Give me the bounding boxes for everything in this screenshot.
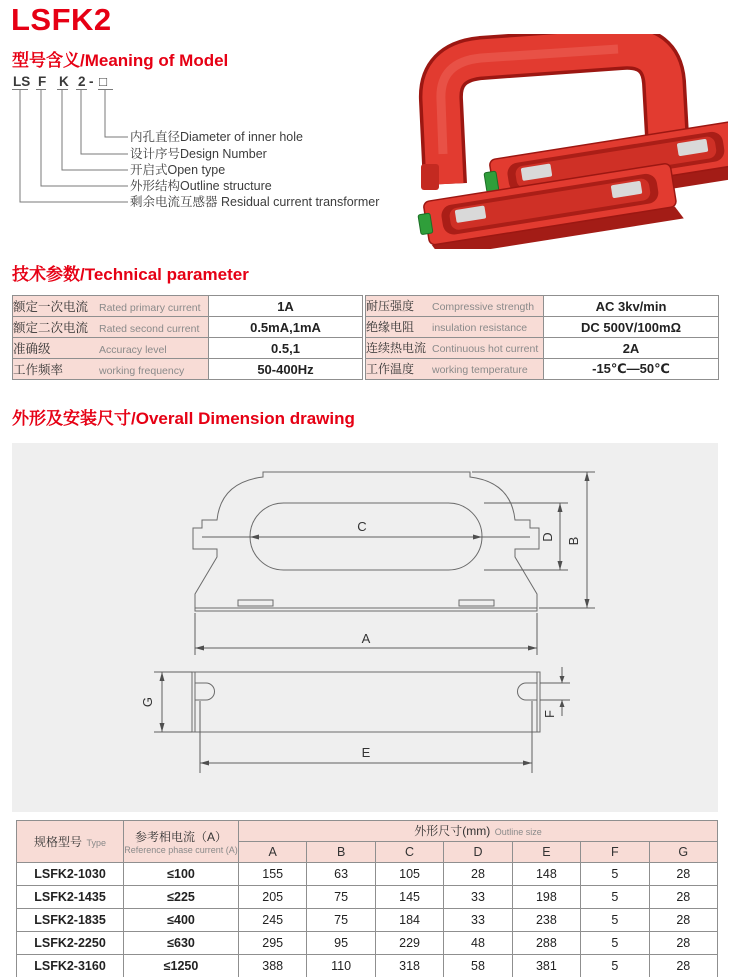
cell-dim: 58 bbox=[444, 955, 512, 977]
col-header-dim-g: G bbox=[649, 842, 717, 863]
cell-dim: 5 bbox=[581, 909, 649, 932]
param-label-en: Accuracy level bbox=[99, 343, 167, 356]
col-header-type-zh: 规格型号 bbox=[34, 834, 83, 849]
dim-label-f: F bbox=[542, 710, 557, 718]
model-meaning-residual-ct: 剩余电流互感器 Residual current transformer bbox=[130, 195, 380, 209]
section-heading-dimension-drawing: 外形及安装尺寸/Overall Dimension drawing bbox=[12, 409, 355, 428]
cell-dim: 75 bbox=[307, 886, 375, 909]
cell-type: LSFK2-1435 bbox=[17, 886, 124, 909]
param-label-zh: 耐压强度 bbox=[366, 299, 415, 313]
dim-label-d: D bbox=[540, 532, 555, 542]
cell-type: LSFK2-1030 bbox=[17, 863, 124, 886]
cell-dim: 110 bbox=[307, 955, 375, 977]
param-label-zh: 连续热电流 bbox=[366, 341, 427, 355]
cell-dim: 205 bbox=[239, 886, 307, 909]
cell-reference-current: ≤630 bbox=[124, 932, 239, 955]
param-label-en: Continuous hot current bbox=[432, 343, 539, 355]
model-code-part-ls: LS bbox=[13, 74, 31, 89]
cell-dim: 28 bbox=[649, 886, 717, 909]
param-label-zh: 额定一次电流 bbox=[13, 299, 89, 314]
cell-dim: 28 bbox=[649, 909, 717, 932]
cell-dim: 238 bbox=[512, 909, 580, 932]
model-code-part-f: F bbox=[38, 74, 47, 89]
cell-dim: 245 bbox=[239, 909, 307, 932]
table-row bbox=[17, 955, 718, 977]
cell-type: LSFK2-1835 bbox=[17, 909, 124, 932]
technical-parameter-table-left bbox=[12, 295, 363, 380]
product-photo bbox=[393, 34, 728, 249]
col-header-outline-zh: 外形尺寸(mm) bbox=[414, 824, 491, 838]
table-header-row bbox=[17, 821, 718, 842]
dim-label-c: C bbox=[357, 519, 367, 534]
cell-dim: 5 bbox=[581, 886, 649, 909]
front-view bbox=[193, 472, 595, 655]
model-meaning-diagram bbox=[12, 70, 432, 220]
col-header-type bbox=[17, 821, 124, 863]
cell-dim: 75 bbox=[307, 909, 375, 932]
param-value: 50-400Hz bbox=[209, 359, 363, 380]
dim-label-e: E bbox=[361, 745, 371, 760]
param-value: 0.5,1 bbox=[209, 338, 363, 359]
col-header-ref-zh: 参考相电流（A） bbox=[134, 830, 227, 844]
code-underline bbox=[98, 89, 113, 90]
side-view bbox=[140, 667, 570, 773]
dimension-drawing-panel bbox=[12, 443, 718, 812]
table-row bbox=[366, 296, 719, 317]
cell-dim: 28 bbox=[649, 932, 717, 955]
model-code-part-dash: - bbox=[89, 74, 94, 89]
table-row bbox=[17, 886, 718, 909]
cell-dim: 295 bbox=[239, 932, 307, 955]
cell-dim: 33 bbox=[444, 886, 512, 909]
dimension-drawings bbox=[12, 443, 718, 812]
table-row bbox=[13, 317, 363, 338]
table-row bbox=[13, 338, 363, 359]
param-label-en: working frequency bbox=[99, 364, 185, 377]
model-code-part-2: 2 bbox=[78, 74, 86, 89]
col-header-outline-en: Outline size bbox=[494, 827, 542, 837]
table-row bbox=[366, 317, 719, 338]
cell-dim: 388 bbox=[239, 955, 307, 977]
col-header-ref-en: Reference phase current (A) bbox=[124, 845, 238, 855]
cell-dim: 318 bbox=[375, 955, 443, 977]
cell-dim: 63 bbox=[307, 863, 375, 886]
param-value: -15℃—50℃ bbox=[544, 359, 719, 380]
model-meaning-design-number: 设计序号Design Number bbox=[130, 147, 267, 161]
col-header-reference-current bbox=[124, 821, 239, 863]
code-underline bbox=[57, 89, 68, 90]
cell-dim: 5 bbox=[581, 955, 649, 977]
dim-label-b: B bbox=[566, 536, 581, 546]
model-meaning-inner-hole: 内孔直径Diameter of inner hole bbox=[130, 130, 303, 144]
cell-dim: 95 bbox=[307, 932, 375, 955]
col-header-dim-c: C bbox=[375, 842, 443, 863]
col-header-dim-e: E bbox=[512, 842, 580, 863]
model-code-part-box: □ bbox=[99, 74, 108, 89]
cell-reference-current: ≤100 bbox=[124, 863, 239, 886]
col-header-dim-f: F bbox=[581, 842, 649, 863]
code-underline bbox=[76, 89, 87, 90]
cell-dim: 155 bbox=[239, 863, 307, 886]
param-value: 1A bbox=[209, 296, 363, 317]
table-row bbox=[366, 338, 719, 359]
param-label-en: insulation resistance bbox=[432, 322, 528, 334]
model-meaning-outline-structure: 外形结构Outline structure bbox=[130, 179, 272, 193]
cell-dim: 145 bbox=[375, 886, 443, 909]
cell-reference-current: ≤400 bbox=[124, 909, 239, 932]
cell-type: LSFK2-2250 bbox=[17, 932, 124, 955]
cell-dim: 33 bbox=[444, 909, 512, 932]
cell-dim: 288 bbox=[512, 932, 580, 955]
param-label-en: working temperature bbox=[432, 364, 528, 376]
table-row bbox=[13, 296, 363, 317]
code-underline bbox=[36, 89, 46, 90]
cell-dim: 48 bbox=[444, 932, 512, 955]
table-row bbox=[17, 909, 718, 932]
cell-dim: 28 bbox=[649, 955, 717, 977]
cell-reference-current: ≤225 bbox=[124, 886, 239, 909]
dim-label-a: A bbox=[361, 631, 371, 646]
cell-dim: 5 bbox=[581, 863, 649, 886]
cell-dim: 229 bbox=[375, 932, 443, 955]
param-label-zh: 工作频率 bbox=[13, 362, 64, 377]
param-label-en: Compressive strength bbox=[432, 301, 535, 313]
technical-parameter-table-right bbox=[365, 295, 719, 380]
dim-label-g: G bbox=[140, 696, 155, 708]
param-label-zh: 工作温度 bbox=[366, 362, 415, 376]
model-meaning-open-type: 开启式Open type bbox=[130, 163, 226, 177]
section-heading-technical-parameter: 技术参数/Technical parameter bbox=[12, 265, 249, 284]
cell-dim: 184 bbox=[375, 909, 443, 932]
col-header-dim-a: A bbox=[239, 842, 307, 863]
param-label-en: Rated second current bbox=[99, 322, 200, 335]
section-heading-model-meaning: 型号含义/Meaning of Model bbox=[12, 51, 229, 70]
cell-dim: 28 bbox=[649, 863, 717, 886]
param-value: 0.5mA,1mA bbox=[209, 317, 363, 338]
col-header-dim-b: B bbox=[307, 842, 375, 863]
param-value: AC 3kv/min bbox=[544, 296, 719, 317]
col-header-outline-size bbox=[239, 821, 718, 842]
param-label-zh: 额定二次电流 bbox=[13, 320, 89, 335]
cell-dim: 5 bbox=[581, 932, 649, 955]
table-row bbox=[17, 863, 718, 886]
model-code-part-k: K bbox=[59, 74, 69, 89]
cell-dim: 148 bbox=[512, 863, 580, 886]
cell-reference-current: ≤1250 bbox=[124, 955, 239, 977]
cell-dim: 381 bbox=[512, 955, 580, 977]
param-value: 2A bbox=[544, 338, 719, 359]
cell-type: LSFK2-3160 bbox=[17, 955, 124, 977]
param-value: DC 500V/100mΩ bbox=[544, 317, 719, 338]
code-underline bbox=[12, 89, 28, 90]
col-header-type-en: Type bbox=[86, 837, 106, 848]
cell-dim: 198 bbox=[512, 886, 580, 909]
col-header-dim-d: D bbox=[444, 842, 512, 863]
cell-dim: 28 bbox=[444, 863, 512, 886]
param-label-zh: 准确级 bbox=[13, 341, 51, 356]
param-label-en: Rated primary current bbox=[99, 301, 201, 314]
table-row bbox=[17, 932, 718, 955]
param-label-zh: 绝缘电阻 bbox=[366, 320, 415, 334]
table-row bbox=[366, 359, 719, 380]
page-title: LSFK2 bbox=[11, 2, 112, 37]
specification-table bbox=[16, 820, 718, 977]
cell-dim: 105 bbox=[375, 863, 443, 886]
table-row bbox=[13, 359, 363, 380]
